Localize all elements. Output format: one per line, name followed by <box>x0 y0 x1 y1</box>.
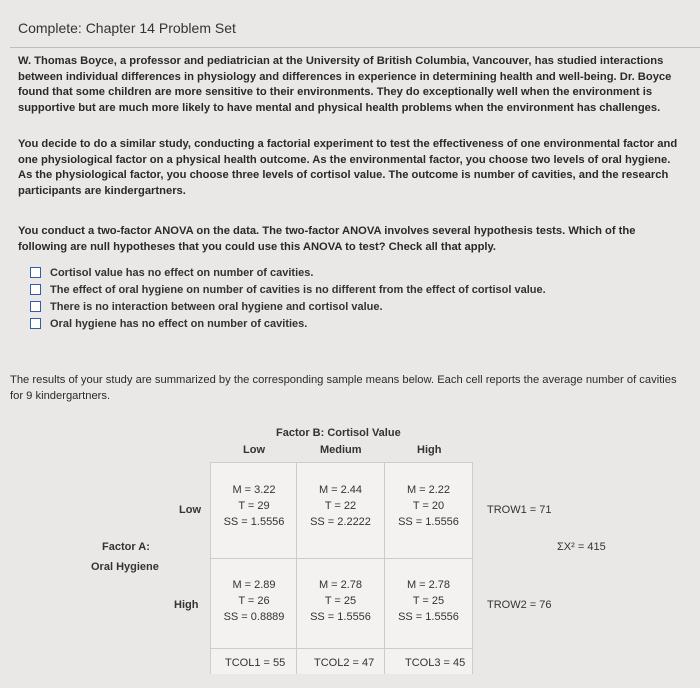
cell-total: T = 22 <box>324 500 357 512</box>
cell-mean: M = 2.89 <box>232 579 276 591</box>
cell-total: T = 26 <box>238 595 270 607</box>
table-divider <box>210 558 472 559</box>
cell-ss: SS = 1.5556 <box>398 516 459 528</box>
factor-b-label: Factor B: Cortisol Value <box>276 427 401 439</box>
checkbox-icon[interactable] <box>30 301 41 312</box>
cell-mean: M = 2.78 <box>318 579 363 591</box>
page-header <box>10 8 700 48</box>
checkbox-icon[interactable] <box>30 284 41 295</box>
cell-ss: SS = 1.5556 <box>223 516 285 528</box>
checkbox-icon[interactable] <box>30 267 41 278</box>
table-divider <box>210 462 211 674</box>
checkbox-icon[interactable] <box>30 318 41 329</box>
table-divider <box>472 462 473 674</box>
cell-mean: M = 2.44 <box>318 484 363 496</box>
cell-mean: M = 2.22 <box>406 484 451 496</box>
factor-a-label: Factor A: <box>102 541 150 553</box>
col-total-2: TCOL2 = 47 <box>314 657 375 669</box>
table-cell <box>297 577 384 625</box>
table-cell <box>385 577 472 625</box>
col-header-medium: Medium <box>320 444 362 456</box>
table-divider <box>210 462 472 463</box>
intro-paragraph-1: W. Thomas Boyce, a professor and pediatrician at the University of British Columbia, Vancouver, has studied interactions between individual differences in physiology and differences in experience in determining health and well-being. Dr. Boyce found that some children are more sensitive to their environments. They do exceptionally well when the environment is supportive but are much more likely to have mental and physical health problems when the environment has challenges. <box>18 55 672 114</box>
cell-total: T = 25 <box>412 595 445 607</box>
cell-total: T = 25 <box>324 595 357 607</box>
page-title: Complete: Chapter 14 Problem Set <box>18 19 236 36</box>
cell-total: T = 29 <box>238 500 270 512</box>
cell-ss: SS = 0.8889 <box>223 611 285 623</box>
table-cell <box>212 482 296 530</box>
cell-ss: SS = 2.2222 <box>310 516 371 528</box>
option-interaction[interactable] <box>30 298 630 315</box>
cell-total: T = 20 <box>412 500 445 512</box>
row-header-low: Low <box>179 504 201 516</box>
intro-paragraph-2: You decide to do a similar study, conducting a factorial experiment to test the effectiveness of one environmental factor and one physiological factor on a physical health outcome. As the environmental factor, you choose two levels of oral hygiene. As the physiological factor, you choose three levels of cortisol value. The outcome is number of cavities, and the research participants are kindergartners. <box>18 138 678 197</box>
col-total-1: TCOL1 = 55 <box>225 657 286 669</box>
cell-ss: SS = 1.5556 <box>398 611 459 623</box>
option-label: Oral hygiene has no effect on number of cavities. <box>50 317 308 330</box>
option-label: Cortisol value has no effect on number of cavities. <box>50 266 314 279</box>
cell-ss: SS = 1.5556 <box>310 611 371 623</box>
col-total-3: TCOL3 = 45 <box>405 657 466 669</box>
option-cortisol[interactable] <box>30 264 630 281</box>
factor-a-label-2: Oral Hygiene <box>91 561 159 573</box>
cell-mean: M = 3.22 <box>232 484 276 496</box>
row-header-high: High <box>174 599 199 611</box>
table-divider <box>210 648 472 649</box>
option-compare-effects[interactable] <box>30 281 630 298</box>
row-total-1: TROW1 = 71 <box>487 504 552 516</box>
cell-mean: M = 2.78 <box>406 579 451 591</box>
question-text: You conduct a two-factor ANOVA on the data. The two-factor ANOVA involves several hypothesis tests. Which of the following are null hypotheses that you could use this ANOVA to test? Check all that apply. <box>18 225 636 253</box>
results-text: The results of your study are summarized by the corresponding sample means below. Each cell reports the average number of cavities for 9 kindergartners. <box>10 374 677 402</box>
option-label: There is no interaction between oral hygiene and cortisol value. <box>50 300 383 313</box>
option-oral-hygiene[interactable] <box>30 315 630 332</box>
option-label: The effect of oral hygiene on number of cavities is no different from the effect of cortisol value. <box>50 283 546 296</box>
row-total-2: TROW2 = 76 <box>487 599 552 611</box>
sum-x-squared: ΣX² = 415 <box>557 541 606 553</box>
answer-options <box>30 264 630 332</box>
table-cell <box>385 482 472 530</box>
col-header-low: Low <box>243 444 265 456</box>
col-header-high: High <box>417 444 442 456</box>
table-cell <box>297 482 384 530</box>
table-cell <box>212 577 296 625</box>
